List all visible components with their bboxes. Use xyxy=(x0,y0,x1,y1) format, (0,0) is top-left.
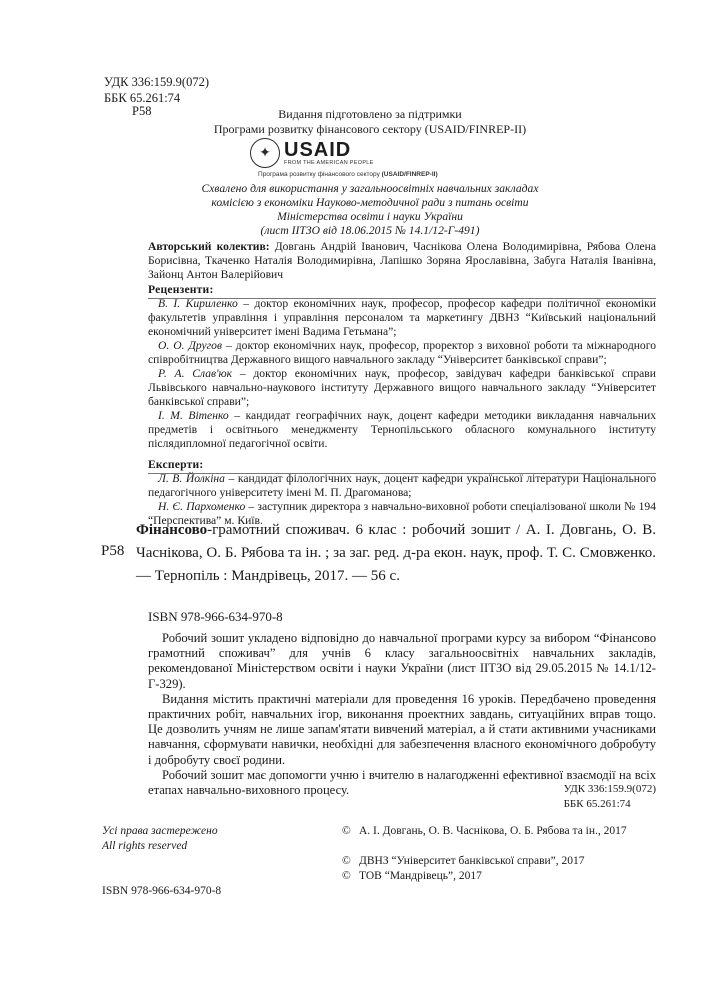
copyright-symbol: © xyxy=(342,855,351,867)
rights-block xyxy=(102,824,221,899)
annotation-paragraph: Робочий зошит має допомогти учню і вчителю в налагодженні ефективної взаємодії на всіх етапах навчально-виховного процесу. xyxy=(148,767,656,798)
program-caption xyxy=(258,171,438,178)
approval-line-1: Схвалено для використання у загальноосвітніх навчальних закладах xyxy=(201,182,539,195)
copyright-symbol: © xyxy=(342,870,351,882)
bbk-code: ББК 65.261:74 xyxy=(104,91,181,105)
classification-codes xyxy=(104,74,209,106)
reviewers-list xyxy=(148,297,656,451)
experts-heading: Експерти: xyxy=(148,458,204,471)
support-line-1: Видання підготовлено за підтримки xyxy=(278,107,462,121)
reviewers-heading: Рецензенти: xyxy=(148,283,214,296)
authors-label: Авторський колектив: xyxy=(148,240,270,253)
copyright-item: © А. І. Довгань, О. В. Часнікова, О. Б. Рябова та ін., 2017 xyxy=(342,824,660,854)
udk-code: УДК 336:159.9(072) xyxy=(104,75,209,89)
copyright-item: © ДВНЗ “Університет банківської справи”, 2017 xyxy=(342,855,585,867)
classification-codes-bottom xyxy=(564,782,656,812)
annotation-paragraph: Видання містить практичні матеріали для проведення 16 уроків. Передбачено проведення практичних робіт, навчальних ігор, виконання проектних завдань, ситуаційних вправ тощо. Це дозволить учням не лише запам'ятати вивчений матеріал, а й стати активними учасниками навчання, сформувати навички, необхідні для забезпечення власного економічного добробуту і добробуту своєї родини. xyxy=(148,691,656,767)
reviewer-item: Р. А. Слав'юк – доктор економічних наук, професор, завідувач кафедри банківської справи Львівського навчально-наукового інституту Державного вищого навчального закладу “Університет банківської справи”; xyxy=(148,367,656,408)
isbn-footer: ISBN 978-966-634-970-8 xyxy=(102,885,222,897)
approval-line-4: (лист ІІТЗО від 18.06.2015 № 14.1/12-Г-491) xyxy=(260,224,480,237)
copyright-item: © ТОВ “Мандрівець”, 2017 xyxy=(342,870,482,882)
reviewer-item: О. О. Другов – доктор економічних наук, професор, проректор з виховної роботи та міжнародного співробітництва Державного вищого навчального закладу “Університет банківської справи”; xyxy=(148,339,656,366)
expert-item: Н. Є. Пархоменко – заступник директора з навчально-виховної роботи спеціалізованої школи № 194 “Перспектива” м. Київ. xyxy=(148,500,656,527)
approval-line-2: комісією з економіки Науково-методичної ради з питань освіти xyxy=(211,196,529,209)
usaid-tagline: FROM THE AMERICAN PEOPLE xyxy=(284,160,374,166)
program-name: Програма розвитку фінансового сектору xyxy=(258,171,380,178)
support-line-2: Програми розвитку фінансового сектору (USAID/FINREP-II) xyxy=(213,122,527,136)
isbn-main: ISBN 978-966-634-970-8 xyxy=(148,609,283,624)
approval-note xyxy=(160,182,580,238)
catalog-title-bold: Фінансово xyxy=(136,522,208,538)
bbk-code-bottom: ББК 65.261:74 xyxy=(563,798,631,810)
rights-ua: Усі права застережено xyxy=(102,825,218,837)
program-code: (USAID/FINREP-II) xyxy=(381,171,438,178)
annotation xyxy=(148,631,656,798)
expert-item: Л. В. Йолкіна – кандидат філологічних наук, доцент кафедри української літератури Національного педагогічного університету імені М. П. Драгоманова; xyxy=(148,472,656,499)
usaid-logo xyxy=(244,136,494,182)
seal-icon: ✦ xyxy=(250,138,280,168)
catalog-record xyxy=(136,519,656,588)
copyright-block xyxy=(342,824,660,884)
reviewer-item: В. І. Кириленко – доктор економічних наук, професор, професор кафедри політичної економіки факультетів управління і управління персоналом та маркетингу ДВНЗ “Київський національний економічний університет імені Вадима Гетьмана”; xyxy=(148,297,656,338)
udk-code-bottom: УДК 336:159.9(072) xyxy=(563,783,656,795)
copyright-symbol: © xyxy=(342,825,351,837)
annotation-paragraph: Робочий зошит укладено відповідно до навчальної програми курсу за вибором “Фінансово грамотний споживач” для учнів 6 класу загальноосвітніх навчальних закладів, рекомендованої Міністерством освіти і науки України (лист ІІТЗО від 29.05.2015 № 14.1/12-Г-329). xyxy=(148,631,656,691)
authors-block xyxy=(148,240,656,282)
rights-en: All rights reserved xyxy=(102,840,188,852)
catalog-author-sign: Р58 xyxy=(101,543,125,559)
usaid-wordmark: USAID xyxy=(284,139,352,161)
approval-line-3: Міністерства освіти і науки України xyxy=(277,210,463,223)
support-note xyxy=(160,107,580,137)
reviewer-item: І. М. Вітенко – кандидат географічних наук, доцент кафедри методики викладання навчальних предметів і освітнього менеджменту Тернопільського обласного комунального інституту післядипломної педагогічної освіти. xyxy=(148,409,656,450)
author-sign-code: Р58 xyxy=(132,104,152,118)
authors-list: Довгань Андрій Іванович, Часнікова Олена Володимирівна, Рябова Олена Борисівна, Ткаченко Наталія Володимирівна, Лапішко Зоряна Ярославівна, Забуга Наталія Іванівна, Зайонц Антон Валерійович xyxy=(148,240,656,281)
catalog-text: -грамотний споживач. 6 клас : робочий зошит / А. І. Довгань, О. В. Часнікова, О. Б. Рябова та ін. ; за заг. ред. д-ра екон. наук, проф. Т. С. Смовженко. — Тернопіль : Мандрівець, 2017. — 56 с. xyxy=(136,522,656,584)
